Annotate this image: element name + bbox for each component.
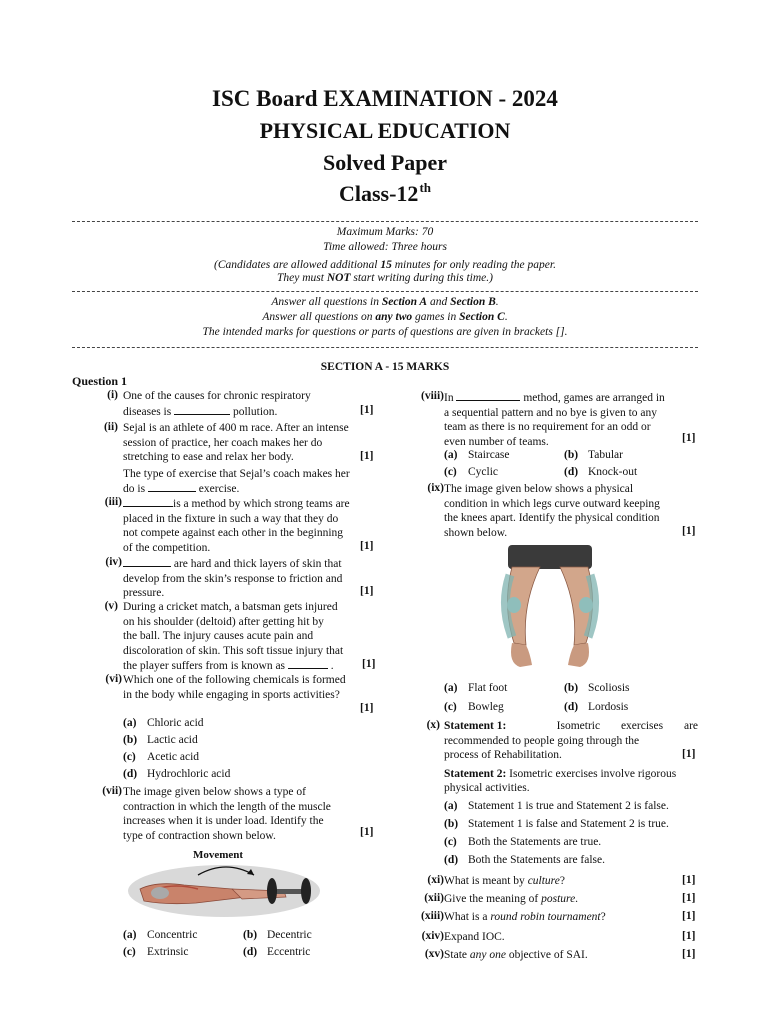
mark: [1] — [360, 702, 374, 714]
item-number: (ii) — [103, 421, 118, 433]
mark: [1] — [682, 930, 696, 942]
option-d[interactable]: (d) Lordosis — [564, 701, 629, 713]
item-number: (xi) — [427, 874, 444, 886]
question-xiv: Expand IOC. — [444, 931, 505, 943]
mark: [1] — [682, 892, 696, 904]
option-d[interactable]: (d) Both the Statements are false. — [444, 854, 606, 866]
mark: [1] — [360, 450, 374, 462]
instruction-1: Answer all questions in Section A and Section B. — [271, 296, 499, 308]
option-c[interactable]: (c) Bowleg — [444, 701, 504, 713]
item-number: (xii) — [424, 892, 444, 904]
item-number: (iii) — [104, 496, 122, 508]
option-a[interactable]: (a) Statement 1 is true and Statement 2 is false. — [444, 800, 669, 812]
option-a[interactable]: (a) Concentric — [123, 929, 198, 941]
option-b[interactable]: (b) Lactic acid — [123, 734, 198, 746]
option-b[interactable]: (b) Statement 1 is false and Statement 2 is true. — [444, 818, 669, 830]
item-number: (ix) — [427, 482, 444, 494]
max-marks: Maximum Marks: 70 — [336, 226, 434, 238]
time-allowed: Time allowed: Three hours — [323, 241, 447, 253]
section-title: SECTION A - 15 MARKS — [320, 361, 450, 373]
mark: [1] — [360, 404, 374, 416]
reading-time-note: (Candidates are allowed additional 15 minutes for only reading the paper. — [214, 259, 556, 271]
mark: [1] — [682, 948, 696, 960]
item-number: (xiv) — [421, 930, 444, 942]
question-xi: What is meant by culture? — [444, 875, 565, 887]
instruction-3: The intended marks for questions or parts of questions are given in brackets []. — [202, 326, 568, 338]
exam-title: ISC Board EXAMINATION - 2024 — [212, 86, 558, 111]
writing-note: They must NOT start writing during this time.) — [277, 272, 493, 284]
item-number: (vi) — [105, 673, 122, 685]
option-b[interactable]: (b) Decentric — [243, 929, 312, 941]
question-xii: Give the meaning of posture. — [444, 893, 579, 905]
option-c[interactable]: (c) Extrinsic — [123, 946, 189, 958]
question-xv: State any one objective of SAI. — [444, 949, 588, 961]
divider — [72, 347, 698, 348]
mark: [1] — [362, 658, 376, 670]
class-title: Class-12th — [338, 180, 431, 206]
question-vi: Which one of the following chemicals is formed in the body while engaging in sports activities? — [123, 674, 346, 701]
item-number: (xv) — [424, 948, 444, 960]
item-number: (v) — [104, 600, 118, 612]
item-number: (x) — [426, 719, 440, 731]
question-ii: Sejal is an athlete of 400 m race. After an intense session of practice, her coach makes her do stretching to ease and relax her body. The type of exercise that Sejal’s coach makes her do is exercise. — [123, 422, 350, 496]
mark: [1] — [360, 826, 374, 838]
option-d[interactable]: (d) Eccentric — [243, 946, 311, 958]
item-number: (i) — [107, 389, 118, 401]
mark: [1] — [682, 748, 696, 760]
question-xiii: What is a round robin tournament? — [444, 911, 606, 923]
divider — [72, 221, 698, 222]
instruction-2: Answer all questions on any two games in Section C. — [262, 311, 508, 323]
option-a[interactable]: (a) Staircase — [444, 449, 510, 461]
item-number: (iv) — [105, 556, 122, 568]
eccentric-contraction-figure — [126, 845, 322, 919]
paper-type: Solved Paper — [322, 150, 448, 175]
movement-label: Movement — [192, 849, 244, 861]
question-v: During a cricket match, a batsman gets injured on his shoulder (deltoid) after getting hit by the ball. The injury causes acute pain and discoloration of skin. This soft tissue injury that the player suffers from is known as . — [123, 601, 344, 673]
question-ix: The image given below shows a physical condition in which legs curve outward keeping the knees apart. Identify the physical condition shown below. — [444, 483, 660, 539]
item-number: (xiii) — [421, 910, 444, 922]
mark: [1] — [682, 525, 696, 537]
option-a[interactable]: (a) Chloric acid — [123, 717, 204, 729]
item-number: (viii) — [421, 390, 444, 402]
question-viii: In method, games are arranged in a sequential pattern and no bye is given to any team as there is no requirement for an odd or even number of teams. — [444, 392, 665, 448]
question-iii: is a method by which strong teams are placed in the fixture in such a way that they do not compete against each other in the beginning of the competition. — [123, 498, 350, 554]
question-i: One of the causes for chronic respiratory diseases is pollution. — [123, 390, 311, 418]
mark: [1] — [682, 910, 696, 922]
option-c[interactable]: (c) Acetic acid — [123, 751, 200, 763]
question-label: Question 1 — [72, 374, 128, 388]
mark: [1] — [360, 585, 374, 597]
option-b[interactable]: (b) Scoliosis — [564, 682, 630, 694]
option-c[interactable]: (c) Both the Statements are true. — [444, 836, 602, 848]
option-d[interactable]: (d) Hydrochloric acid — [123, 768, 231, 780]
mark: [1] — [360, 540, 374, 552]
question-iv: are hard and thick layers of skin that develop from the skin’s response to friction and pressure. — [123, 558, 343, 600]
option-d[interactable]: (d) Knock-out — [564, 466, 638, 478]
option-a[interactable]: (a) Flat foot — [444, 682, 508, 694]
divider — [72, 291, 698, 292]
bowleg-figure — [496, 545, 604, 671]
mark: [1] — [682, 432, 696, 444]
option-b[interactable]: (b) Tabular — [564, 449, 623, 461]
subject-title: PHYSICAL EDUCATION — [259, 118, 511, 143]
question-x: Statement 1: Isometric exercises are recommended to people going through the process of Rehabilitation. Statement 2: Isometric exercises involve rigorous physical activities. — [444, 720, 698, 795]
question-vii: The image given below shows a type of contraction in which the length of the muscle increases when it is under load. Identify the type of contraction shown below. — [123, 786, 331, 842]
mark: [1] — [682, 874, 696, 886]
option-c[interactable]: (c) Cyclic — [444, 466, 499, 478]
item-number: (vii) — [102, 785, 122, 797]
